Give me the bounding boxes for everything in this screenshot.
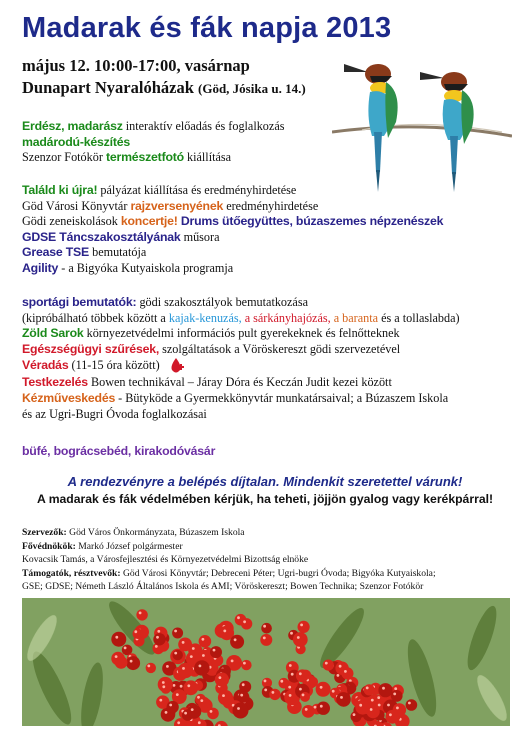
- program-keyword: kajak-kenuzás,: [168, 310, 242, 325]
- program-text: - a Bigyóka Kutyaiskola programja: [58, 260, 234, 275]
- program-text: és az Ugri-Bugri Óvoda foglalkozásai: [22, 406, 207, 421]
- credit-label: Szervezők:: [22, 527, 67, 538]
- program-text: szolgáltatások a Vöröskereszt gödi szervezetével: [159, 341, 401, 356]
- program-keyword: koncertje!: [120, 214, 178, 229]
- program-keyword: Erdész, madarász: [22, 119, 123, 133]
- program-keyword: Drums ütőegyüttes, búzaszemes népzenészek: [177, 214, 444, 229]
- supporters: [22, 567, 517, 581]
- event-venue: [22, 78, 306, 98]
- program-text: - Bütyköde a Gyermekkönyvtár munkatársaival; a Búzaszem Iskola: [115, 390, 449, 405]
- program-keyword: Egészségügyi szűrések,: [22, 341, 160, 356]
- program-keyword: Agility: [22, 260, 59, 275]
- program-text: eredményhirdetése: [223, 198, 319, 213]
- program-text: bemutatója: [89, 245, 147, 260]
- program-keyword: sportági bemutatók:: [22, 295, 137, 309]
- supporters-2: GSE; GDSE; Németh László Általános Iskola és AMI; Vöröskereszt; Bowen Technika; Szenzor Fotókör: [22, 581, 424, 592]
- program-text: Gödi zeneiskolások: [22, 214, 121, 229]
- program-keyword: rajzversenyének: [130, 198, 224, 213]
- program-keyword: a baranta: [330, 310, 379, 325]
- poster-title: Madarak és fák napja 2013: [22, 12, 392, 44]
- event-date: május 12. 10:00-17:00, vasárnap: [22, 56, 250, 75]
- list-item: [22, 391, 517, 407]
- list-item: [22, 342, 517, 358]
- list-item: [22, 119, 517, 135]
- program-text: (11-15 óra között): [68, 358, 160, 373]
- blood-drop-icon: [167, 357, 185, 375]
- venue-address: (Göd, Jósika u. 14.): [198, 81, 306, 96]
- list-item: [22, 295, 517, 311]
- credits: [22, 526, 517, 594]
- program-group-2: [22, 183, 517, 277]
- list-item: [22, 407, 517, 423]
- list-item: [22, 183, 517, 199]
- credit-text: Göd Városi Könyvtár; Debreceni Péter; Ugri-bugri Óvoda; Bigyóka Kutyaiskola;: [120, 567, 436, 579]
- list-item: [22, 375, 517, 391]
- program-keyword: Zöld Sarok: [22, 326, 84, 341]
- program-group-1: [22, 119, 517, 166]
- program-keyword: a sárkányhajózás,: [241, 310, 331, 325]
- program-text: interaktív előadás és foglalkozás: [122, 119, 285, 133]
- list-item: [22, 326, 517, 342]
- food-text: büfé, bográcsebéd, kirakodóvásár: [22, 444, 216, 458]
- credit-text: Göd Város Önkormányzata, Búzaszem Iskola: [66, 527, 245, 538]
- list-item: [22, 311, 517, 327]
- list-item: [22, 199, 517, 215]
- list-item: [22, 150, 517, 166]
- organizers: [22, 526, 517, 540]
- patrons: [22, 540, 517, 554]
- program-text: környezetvédelmi információs pult gyerekeknek és felnőtteknek: [83, 326, 400, 341]
- program-text: Szenzor Fotókör: [22, 150, 106, 165]
- list-item: [22, 230, 517, 246]
- list-item: [22, 261, 517, 277]
- program-text: (kipróbálható többek között a: [22, 310, 169, 325]
- list-item: [22, 214, 517, 230]
- program-text: és a tollaslabda): [378, 310, 460, 325]
- program-keyword: Testkezelés: [22, 375, 88, 390]
- free-entry-notice: A rendezvényre a belépés díjtalan. Mindenkit szeretettel várunk!: [67, 474, 463, 489]
- program-keyword: Grease TSE: [22, 245, 90, 260]
- program-group-3: [22, 295, 517, 422]
- program-text: Bowen technikával – Járay Dóra és Keczán Judit kezei között: [87, 375, 392, 390]
- patron-2: Kovacsik Tamás, a Városfejlesztési és Környezetvédelmi Bizottság elnöke: [22, 554, 309, 565]
- program-text: Göd Városi Könyvtár: [22, 198, 131, 213]
- list-item: [22, 245, 517, 261]
- program-keyword: Találd ki újra!: [22, 183, 98, 197]
- travel-notice: A madarak és fák védelmében kérjük, ha teheti, jöjjön gyalog vagy kerékpárral!: [36, 492, 494, 506]
- venue-name: Dunapart Nyaralóházak: [22, 78, 194, 97]
- program-keyword: Kézműveskedés: [22, 390, 116, 405]
- credit-label: Fővédnökök:: [22, 540, 76, 552]
- list-item: [22, 135, 517, 151]
- program-keyword: madárodú-készítés: [22, 134, 130, 149]
- credit-label: Támogatók, résztvevők:: [22, 567, 121, 579]
- food-line: [22, 444, 517, 460]
- program-text: műsora: [180, 229, 220, 244]
- program-text: pályázat kiállítása és eredményhirdetése: [97, 183, 297, 197]
- credit-text: Markó József polgármester: [75, 540, 183, 552]
- program-keyword: Véradás: [22, 358, 69, 373]
- program-keyword: GDSE Táncszakosztályának: [22, 229, 181, 244]
- program-keyword: természetfotó: [105, 150, 184, 165]
- rowan-berries-photo: [22, 598, 510, 726]
- list-item: [22, 357, 517, 375]
- program-text: gödi szakosztályok bemutatkozása: [136, 295, 308, 309]
- program-text: kiállítása: [183, 150, 232, 165]
